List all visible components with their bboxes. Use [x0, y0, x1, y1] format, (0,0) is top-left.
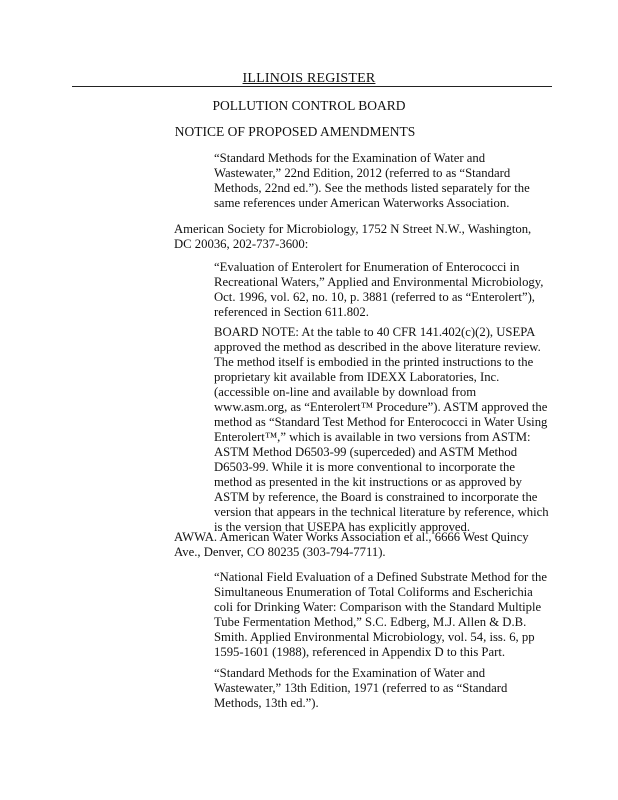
paragraph-text: BOARD NOTE: At the table to 40 CFR 141.402(c)(2), USEPA approved the method as described in the above literature review. The method itself is embodied in the printed instructions to the proprietary kit available from IDEXX Laboratories, Inc. (accessible on-line and available by download from www.asm.org, as “Enterolert™ Procedure”). ASTM approved the method as “Standard Test Method for Enterococci in Water Using Enterolert™,” which is available in two versions from ASTM: ASTM Method D6503-99 (superceded) and ASTM Method D6503-99. While it is more conventional to incorporate the method as presented in the kit instructions or as approved by ASTM by reference, the Board is constrained to incorporate the version that appears in the technical literature by reference, which is the version that USEPA has explicitly approved. — [214, 325, 549, 534]
paragraph-asm-address — [174, 222, 552, 252]
paragraph-text: AWWA. American Water Works Association et al., 6666 West Quincy Ave., Denver, CO 80235 (303-794-7711). — [174, 530, 529, 559]
paragraph-board-note — [214, 325, 550, 535]
paragraph-text: “Standard Methods for the Examination of Water and Wastewater,” 22nd Edition, 2012 (referred to as “Standard Methods, 22nd ed.”). See the methods listed separately for the same references under American Waterworks Association. — [214, 151, 530, 210]
paragraph-standard-methods-22nd — [214, 151, 550, 211]
paragraph-text: American Society for Microbiology, 1752 N Street N.W., Washington, DC 20036, 202-737-3600: — [174, 222, 532, 251]
paragraph-text: “Evaluation of Enterolert for Enumeration of Enterococci in Recreational Waters,” Applied and Environmental Microbiology, Oct. 1996, vol. 62, no. 10, p. 3881 (referred to as “Enterolert”), referenced in Section 611.802. — [214, 260, 544, 319]
paragraph-text: “Standard Methods for the Examination of Water and Wastewater,” 13th Edition, 1971 (referred to as “Standard Methods, 13th ed.”). — [214, 666, 508, 710]
paragraph-awwa-address — [174, 530, 552, 560]
paragraph-text: “National Field Evaluation of a Defined Substrate Method for the Simultaneous Enumeration of Total Coliforms and Escherichia coli for Drinking Water: Comparison with the Standard Multiple Tube Fermentation Method,” S.C. Edberg, M.J. Allen & D.B. Smith. Applied Environmental Microbiology, vol. 54, iss. 6, pp 1595-1601 (1988), referenced in Appendix D to this Part. — [214, 570, 547, 659]
register-title: ILLINOIS REGISTER — [242, 71, 376, 86]
paragraph-enterolert-evaluation — [214, 260, 550, 320]
paragraph-field-evaluation — [214, 570, 550, 660]
board-name: POLLUTION CONTROL BOARD — [212, 98, 406, 113]
paragraph-standard-methods-13th — [214, 666, 550, 711]
notice-title: NOTICE OF PROPOSED AMENDMENTS — [174, 124, 416, 139]
